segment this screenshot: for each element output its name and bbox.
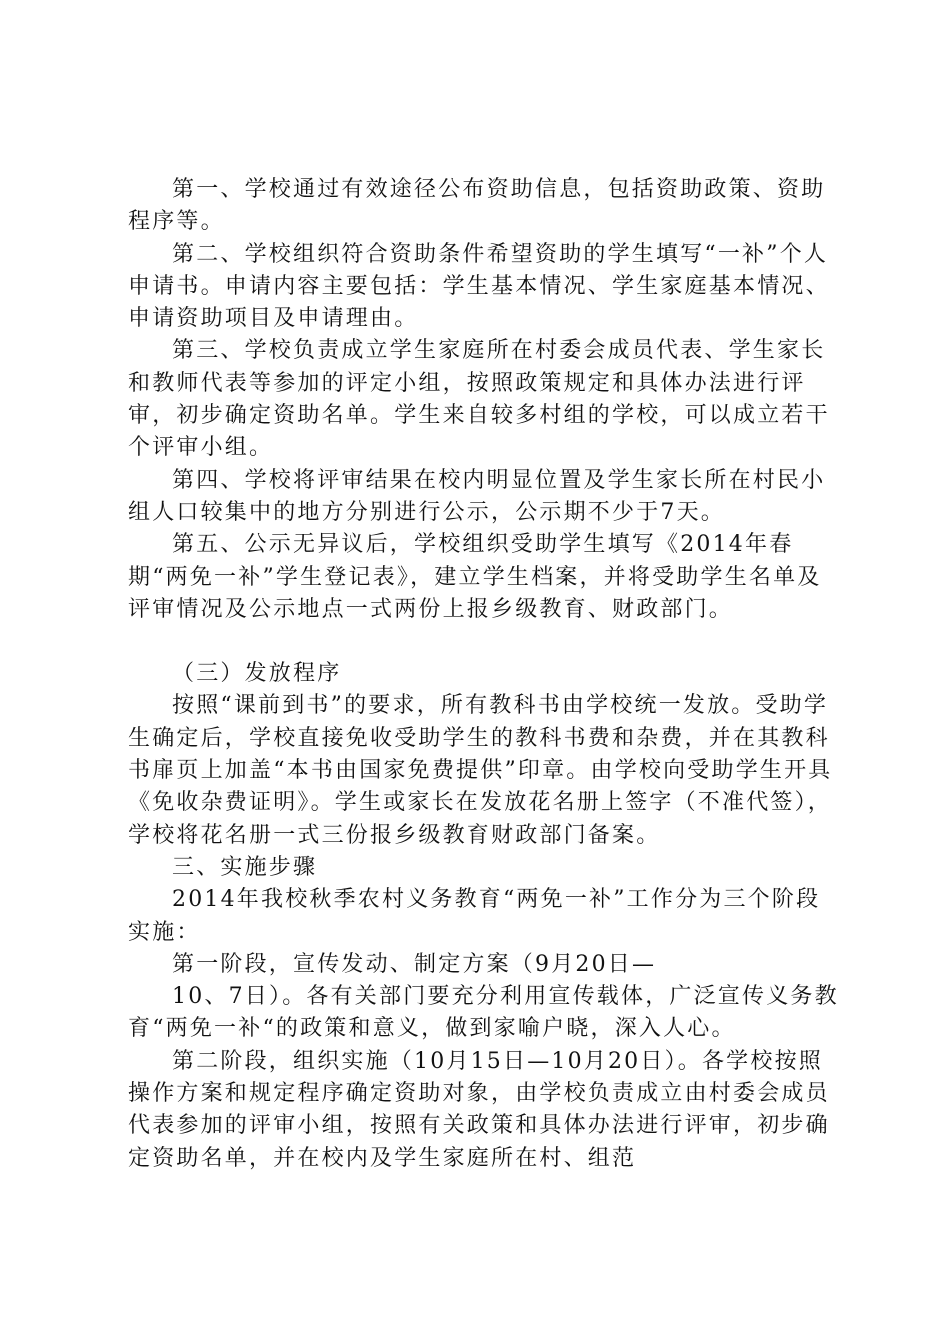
paragraph-step-1: 第一、学校通过有效途径公布资助信息，包括资助政策、资助程序等。 bbox=[128, 177, 826, 235]
paragraph-stage-1-body: 10、7日）。各有关部门要充分利用宣传载体，广泛宣传义务教育“两免一补“的政策和意义，做到家喻户晓，深入人心。 bbox=[128, 984, 839, 1042]
paragraph-stage-1-title: 第一阶段，宣传发动、制定方案（9月20日— bbox=[172, 951, 657, 977]
paragraph-distribution: 按照“课前到书”的要求，所有教科书由学校统一发放。受助学生确定后，学校直接免收受助学生的教科书费和杂费，并在其教科书扉页上加盖“本书由国家免费提供”印章。由学校向受助学生开具《免收杂费证明》。学生或家长在发放花名册上签字（不准代签），学校将花名册一式三份报乡级教育财政部门备案。 bbox=[128, 693, 833, 848]
section-heading-implementation: 三、实施步骤 bbox=[172, 854, 318, 880]
document-body bbox=[128, 174, 843, 1175]
section-gap bbox=[128, 626, 843, 658]
paragraph-step-3: 第三、学校负责成立学生家庭所在村委会成员代表、学生家长和教师代表等参加的评定小组，按照政策规定和具体办法进行评审，初步确定资助名单。学生来自较多村组的学校，可以成立若干个评审小组。 bbox=[128, 338, 830, 461]
paragraph-step-4: 第四、学校将评审结果在校内明显位置及学生家长所在村民小组人口较集中的地方分别进行公示，公示期不少于7天。 bbox=[128, 467, 826, 525]
paragraph-stage-2: 第二阶段，组织实施（10月15日—10月20日）。各学校按照操作方案和规定程序确定资助对象，由学校负责成立由村委会成员代表参加的评审小组，按照有关政策和具体办法进行评审，初步确定资助名单，并在校内及学生家庭所在村、组范 bbox=[128, 1048, 830, 1171]
paragraph-step-5: 第五、公示无异议后，学校组织受助学生填写《2014年春期“两免一补”学生登记表》，建立学生档案，并将受助学生名单及评审情况及公示地点一式两份上报乡级教育、财政部门。 bbox=[128, 532, 822, 622]
section-heading-distribution: （三）发放程序 bbox=[172, 661, 342, 687]
paragraph-implementation-intro: 2014年我校秋季农村义务教育“两免一补”工作分为三个阶段实施： bbox=[128, 887, 821, 945]
paragraph-step-2: 第二、学校组织符合资助条件希望资助的学生填写“一补”个人申请书。申请内容主要包括：学生基本情况、学生家庭基本情况、申请资助项目及申请理由。 bbox=[128, 241, 830, 332]
